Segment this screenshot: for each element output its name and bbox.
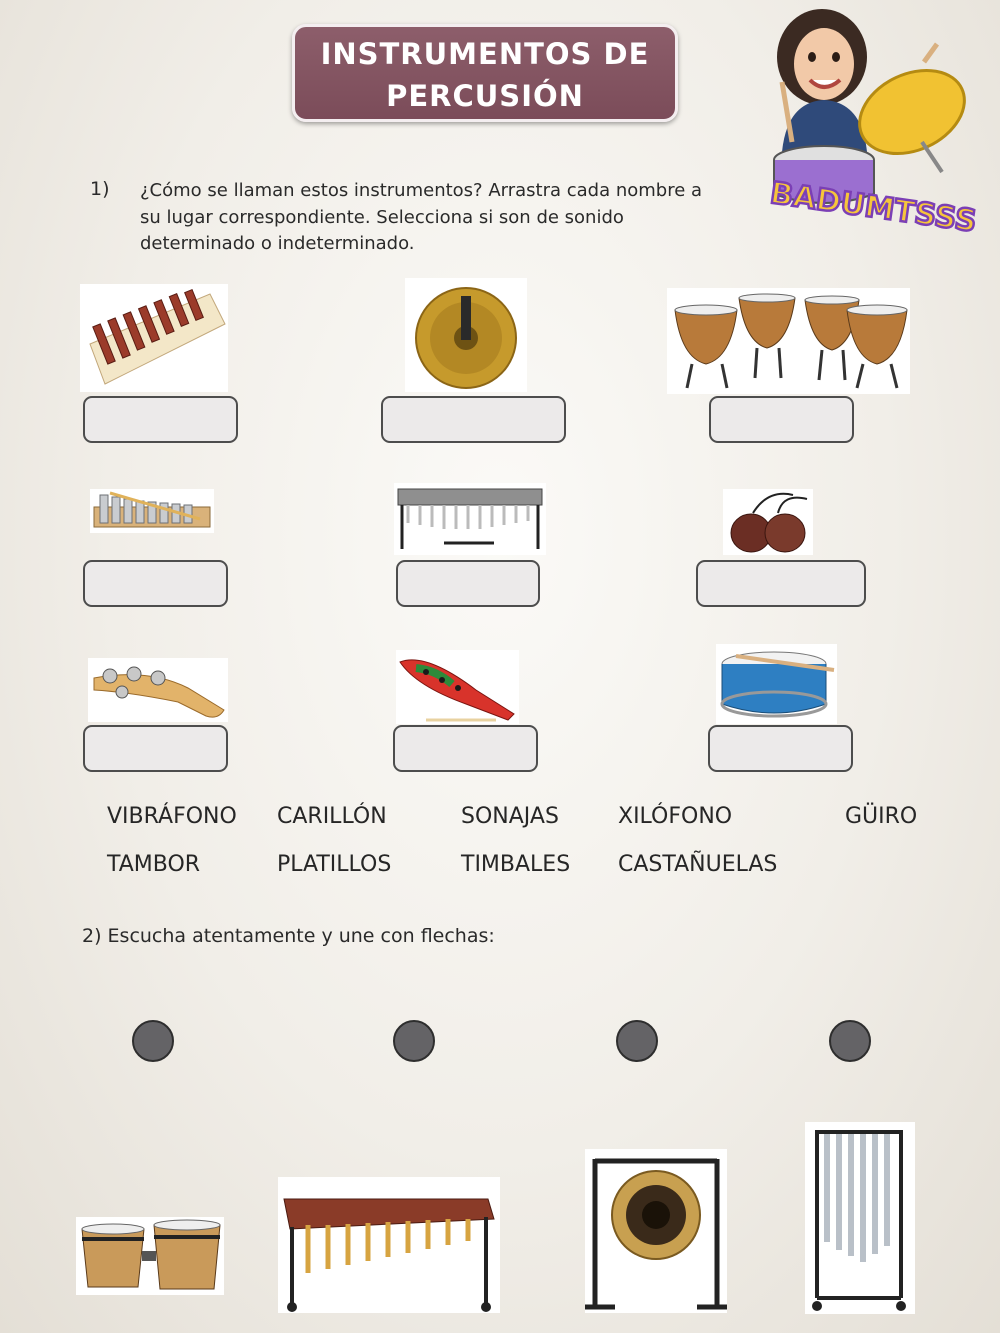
castanets-icon	[723, 489, 813, 555]
guiro-icon	[396, 650, 519, 724]
tubular-bells-icon	[805, 1122, 915, 1314]
question-1-text: ¿Cómo se llaman estos instrumentos? Arrastra cada nombre a su lugar correspondiente. Selecciona si son de sonido determinado o indeterminado.	[140, 180, 703, 254]
snare-drum-icon	[716, 644, 837, 724]
question-2-text: 2) Escucha atentamente y une con flechas:	[82, 925, 495, 947]
sleigh-bells-icon	[88, 658, 228, 722]
drop-target-6[interactable]	[696, 560, 866, 607]
audio-dot-3[interactable]	[616, 1020, 658, 1062]
match-image-bongos[interactable]	[76, 1217, 224, 1295]
question-1-number: 1)	[90, 178, 110, 200]
page-title	[292, 24, 678, 122]
instrument-image-vibraphone	[394, 483, 546, 555]
word-castanuelas[interactable]: CASTAÑUELAS	[618, 852, 778, 877]
glockenspiel-icon	[90, 489, 214, 533]
xylophone-icon	[80, 284, 228, 392]
match-image-tubular-bells[interactable]	[805, 1122, 915, 1314]
word-vibrafono[interactable]: VIBRÁFONO	[107, 804, 237, 829]
word-sonajas[interactable]: SONAJAS	[461, 804, 559, 829]
instrument-image-glockenspiel	[90, 489, 214, 533]
audio-dot-1[interactable]	[132, 1020, 174, 1062]
drop-target-5[interactable]	[396, 560, 540, 607]
instrument-image-castanets	[723, 489, 813, 555]
vibraphone-icon	[394, 483, 546, 555]
instrument-image-snare-drum	[716, 644, 837, 724]
drop-target-3[interactable]	[709, 396, 854, 443]
bongos-icon	[76, 1217, 224, 1295]
drop-target-4[interactable]	[83, 560, 228, 607]
match-image-gong[interactable]	[585, 1149, 727, 1313]
cymbals-icon	[405, 278, 527, 392]
instrument-image-guiro	[396, 650, 519, 724]
drummer-avatar	[752, 2, 992, 242]
gong-icon	[585, 1149, 727, 1313]
word-guiro[interactable]: GÜIRO	[845, 804, 918, 829]
instrument-image-timpani	[667, 288, 910, 394]
word-carillon[interactable]: CARILLÓN	[277, 804, 387, 829]
drop-target-1[interactable]	[83, 396, 238, 443]
word-timbales[interactable]: TIMBALES	[461, 852, 571, 877]
drop-target-2[interactable]	[381, 396, 566, 443]
sticker-text: BADUMTSSS	[767, 175, 979, 240]
marimba-icon	[278, 1177, 500, 1313]
instrument-image-sleigh-bells	[88, 658, 228, 722]
instrument-image-xylophone	[80, 284, 228, 392]
audio-dot-2[interactable]	[393, 1020, 435, 1062]
timpani-icon	[667, 288, 910, 394]
instrument-image-cymbals	[405, 278, 527, 392]
title-line-2: PERCUSIÓN	[386, 79, 584, 113]
word-tambor[interactable]: TAMBOR	[107, 852, 201, 877]
audio-dot-4[interactable]	[829, 1020, 871, 1062]
drop-target-9[interactable]	[708, 725, 853, 772]
drummer-avatar-icon	[752, 2, 992, 242]
title-line-1: INSTRUMENTOS DE	[320, 37, 650, 71]
match-image-marimba[interactable]	[278, 1177, 500, 1313]
drop-target-7[interactable]	[83, 725, 228, 772]
word-xilofono[interactable]: XILÓFONO	[618, 804, 733, 829]
word-platillos[interactable]: PLATILLOS	[277, 852, 392, 877]
drop-target-8[interactable]	[393, 725, 538, 772]
